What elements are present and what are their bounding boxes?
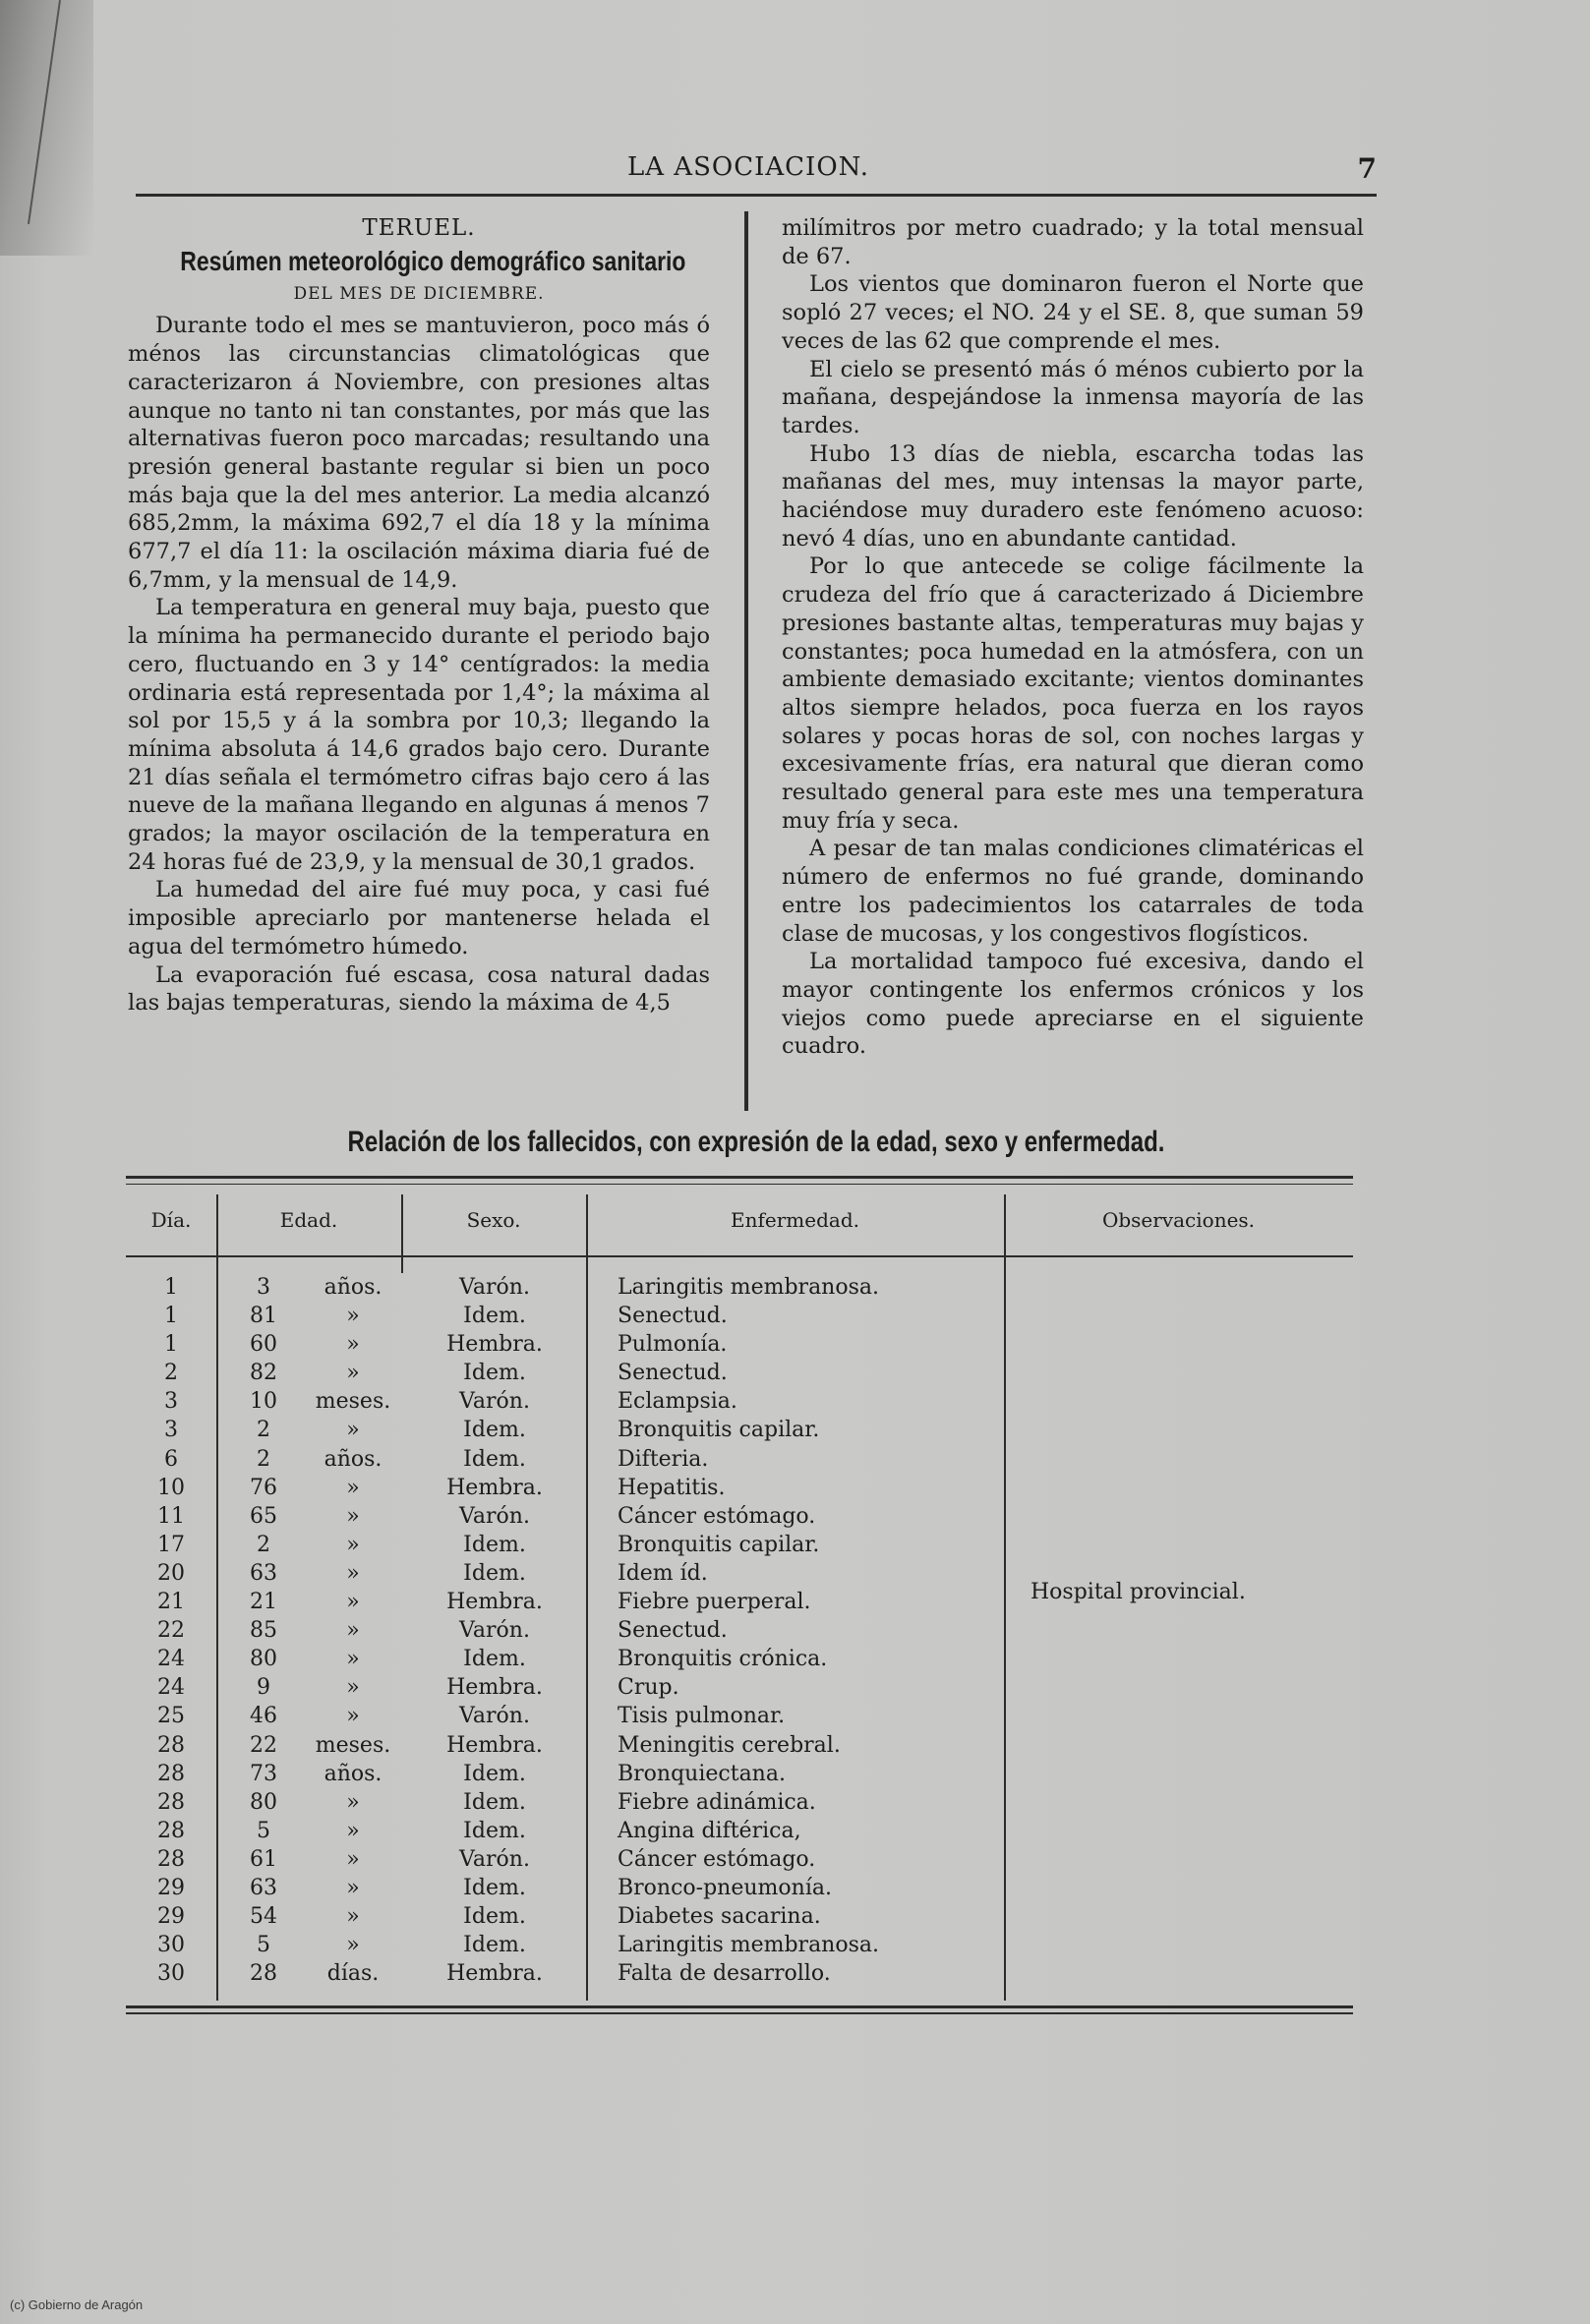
cell-sexo: Varón.: [459, 1275, 530, 1300]
cell-edad-unit: »: [346, 1846, 360, 1872]
cell-dia: 20: [157, 1560, 185, 1586]
cell-edad-num: 65: [250, 1503, 277, 1529]
cell-edad-num: 81: [250, 1304, 277, 1329]
column-rule: [586, 1194, 588, 1273]
cell-dia: 28: [157, 1818, 185, 1843]
cell-dia: 24: [157, 1675, 185, 1701]
cell-sexo: Hembra.: [446, 1961, 543, 1987]
cell-edad-num: 28: [250, 1961, 277, 1987]
cell-dia: 28: [157, 1846, 185, 1872]
cell-dia: 1: [164, 1332, 178, 1358]
running-title: LA ASOCIACION.: [627, 152, 869, 182]
cell-dia: 17: [157, 1532, 185, 1557]
header-underline: [126, 1255, 1353, 1257]
cell-enfermedad: Pulmonía.: [618, 1332, 728, 1358]
cell-edad-unit: »: [346, 1818, 360, 1843]
cell-dia: 30: [157, 1933, 185, 1958]
table-row: [126, 1616, 1353, 1645]
table-row: [126, 1959, 1353, 1988]
cell-sexo: Idem.: [463, 1304, 526, 1329]
cell-edad-unit: años.: [324, 1275, 383, 1300]
cell-edad-unit: »: [346, 1647, 360, 1672]
cell-edad-num: 46: [250, 1704, 277, 1729]
cell-edad-unit: »: [346, 1933, 360, 1958]
cell-edad-num: 5: [257, 1818, 270, 1843]
cell-edad-num: 10: [250, 1389, 277, 1415]
table-top-rule: [126, 1176, 1353, 1179]
cell-enfermedad: Meningitis cerebral.: [618, 1732, 841, 1758]
header-edad: Edad.: [279, 1208, 338, 1232]
cell-enfermedad: Hepatitis.: [618, 1475, 726, 1500]
cell-dia: 2: [164, 1361, 178, 1386]
cell-enfermedad: Fiebre puerperal.: [618, 1590, 811, 1615]
cell-enfermedad: Fiebre adinámica.: [618, 1789, 816, 1815]
table-row: [126, 1302, 1353, 1330]
cell-sexo: Idem.: [463, 1933, 526, 1958]
cell-sexo: Hembra.: [446, 1732, 543, 1758]
cell-edad-num: 73: [250, 1761, 277, 1786]
cell-edad-unit: »: [346, 1332, 360, 1358]
cell-edad-unit: »: [346, 1532, 360, 1557]
cell-edad-unit: »: [346, 1361, 360, 1386]
cell-sexo: Varón.: [459, 1618, 530, 1644]
right-column: [782, 214, 1364, 1061]
cell-sexo: Varón.: [459, 1389, 530, 1415]
cell-enfermedad: Tisis pulmonar.: [618, 1704, 786, 1729]
paragraph: La humedad del aire fué muy poca, y casi fué imposible apreciarlo por mantenerse helada el agua del termómetro húmedo.: [128, 877, 710, 959]
cell-dia: 28: [157, 1732, 185, 1758]
table-row: [126, 1416, 1353, 1444]
cell-enfermedad: Senectud.: [618, 1618, 728, 1644]
cell-enfermedad: Falta de desarrollo.: [618, 1961, 831, 1987]
paragraph: milímitros por metro cuadrado; y la total mensual de 67.: [782, 215, 1364, 269]
cell-edad-unit: meses.: [315, 1389, 391, 1415]
cell-dia: 1: [164, 1304, 178, 1329]
cell-edad-num: 80: [250, 1789, 277, 1815]
cell-edad-num: 22: [250, 1732, 277, 1758]
cell-edad-unit: »: [346, 1304, 360, 1329]
cell-sexo: Idem.: [463, 1818, 526, 1843]
cell-edad-num: 3: [257, 1275, 270, 1300]
cell-enfermedad: Senectud.: [618, 1304, 728, 1329]
table-row: [126, 1902, 1353, 1931]
table-row: [126, 1645, 1353, 1673]
page-fold-shadow: [0, 0, 93, 256]
cell-sexo: Hembra.: [446, 1332, 543, 1358]
cell-edad-unit: »: [346, 1875, 360, 1900]
table-row: [126, 1731, 1353, 1760]
copyright-credit: (c) Gobierno de Aragón: [10, 2297, 144, 2312]
cell-edad-num: 2: [257, 1532, 270, 1557]
article-subtitle: DEL MES DE DICIEMBRE.: [293, 283, 545, 304]
column-rule: [216, 1194, 218, 1273]
cell-edad-unit: »: [346, 1618, 360, 1644]
paragraph: Durante todo el mes se mantuvieron, poco más ó ménos las circunstancias climatológicas que caracterizaron á Noviembre, con presiones altas aunque no tanto ni tan constantes, por más que las alternativas fueron poco marcadas; resultando una presión general bastante regular si bien un poco más baja que la del mes anterior. La media alcanzó 685,2mm, la máxima 692,7 el día 18 y la mínima 677,7 el día 11: la oscilación máxima diaria fué de 6,7mm, y la mensual de 14,9.: [128, 313, 710, 593]
cell-sexo: Idem.: [463, 1446, 526, 1472]
table-row: [126, 1760, 1353, 1788]
table-title: Relación de los fallecidos, con expresión de la edad, sexo y enfermedad.: [347, 1126, 1165, 1158]
table-row: [126, 1788, 1353, 1817]
cell-enfermedad: Bronquitis crónica.: [618, 1647, 828, 1672]
table-row: [126, 1502, 1353, 1531]
cell-edad-num: 21: [250, 1590, 277, 1615]
cell-edad-num: 82: [250, 1361, 277, 1386]
cell-edad-num: 61: [250, 1846, 277, 1872]
column-divider: [744, 211, 748, 1111]
cell-dia: 10: [157, 1475, 185, 1500]
cell-edad-num: 5: [257, 1933, 270, 1958]
cell-edad-num: 76: [250, 1475, 277, 1500]
cell-sexo: Idem.: [463, 1875, 526, 1900]
paragraph: La temperatura en general muy baja, puesto que la mínima ha permanecido durante el periodo bajo cero, fluctuando en 3 y 14° centígrados: la media ordinaria está representada por 1,4°; la máxima al sol por 15,5 y á la sombra por 10,3; llegando la mínima absoluta á 14,6 grados bajo cero. Durante 21 días señala el termómetro cifras bajo cero á las nueve de la mañana llegando en algunas á menos 7 grados; la mayor oscilación de la temperatura en 24 horas fué de 23,9, y la mensual de 30,1 grados.: [128, 595, 710, 875]
cell-edad-num: 2: [257, 1446, 270, 1472]
cell-enfermedad: Laringitis membranosa.: [618, 1275, 879, 1300]
cell-dia: 28: [157, 1761, 185, 1786]
table-row: [126, 1531, 1353, 1559]
cell-dia: 11: [157, 1503, 185, 1529]
cell-edad-num: 54: [250, 1904, 277, 1930]
cell-sexo: Idem.: [463, 1532, 526, 1557]
cell-dia: 22: [157, 1618, 185, 1644]
header-rule: [136, 194, 1377, 197]
cell-enfermedad: Crup.: [618, 1675, 679, 1701]
cell-enfermedad: Bronquiectana.: [618, 1761, 786, 1786]
cell-enfermedad: Difteria.: [618, 1446, 709, 1472]
cell-edad-unit: »: [346, 1560, 360, 1586]
paragraph: La evaporación fué escasa, cosa natural dadas las bajas temperaturas, siendo la máxima de 4,5: [128, 961, 710, 1017]
cell-edad-unit: »: [346, 1503, 360, 1529]
cell-sexo: Idem.: [463, 1418, 526, 1443]
cell-sexo: Idem.: [463, 1647, 526, 1672]
cell-enfermedad: Diabetes sacarina.: [618, 1904, 821, 1930]
paragraph: El cielo se presentó más ó ménos cubierto por la mañana, despejándose la inmensa mayoría de las tardes.: [782, 356, 1364, 438]
cell-enfermedad: Angina diftérica,: [618, 1818, 801, 1843]
paragraph: La mortalidad tampoco fué excesiva, dando el mayor contingente los enfermos crónicos y los viejos como puede apreciarse en el siguiente cuadro.: [782, 949, 1364, 1060]
table-row: [126, 1845, 1353, 1874]
table-row: [126, 1931, 1353, 1959]
table-row: [126, 1330, 1353, 1359]
cell-enfermedad: Bronco-pneumonía.: [618, 1875, 832, 1900]
paragraph: A pesar de tan malas condiciones climatéricas el número de enfermos no fué grande, dominando entre los padecimientos los catarrales de toda clase de mucosas, y los congestivos flogísticos.: [782, 836, 1364, 947]
table-row: [126, 1273, 1353, 1302]
cell-sexo: Hembra.: [446, 1590, 543, 1615]
paragraph: Los vientos que dominaron fueron el Norte que sopló 27 veces; el NO. 24 y el SE. 8, que suman 59 veces de las 62 que comprende el mes.: [782, 271, 1364, 354]
column-rule: [1004, 1194, 1006, 1273]
table-row: [126, 1702, 1353, 1730]
cell-sexo: Hembra.: [446, 1475, 543, 1500]
cell-dia: 29: [157, 1904, 185, 1930]
cell-enfermedad: Laringitis membranosa.: [618, 1933, 879, 1958]
table-row: [126, 1387, 1353, 1416]
page-number: 7: [1357, 152, 1377, 185]
cell-sexo: Idem.: [463, 1789, 526, 1815]
cell-edad-unit: años.: [324, 1761, 383, 1786]
table-row: [126, 1445, 1353, 1474]
column-rule: [401, 1194, 403, 1273]
cell-edad-unit: años.: [324, 1446, 383, 1472]
cell-sexo: Idem.: [463, 1904, 526, 1930]
table-body: [126, 1273, 1353, 1988]
cell-edad-num: 85: [250, 1618, 277, 1644]
cell-enfermedad: Eclampsia.: [618, 1389, 737, 1415]
cell-dia: 24: [157, 1647, 185, 1672]
cell-edad-num: 80: [250, 1647, 277, 1672]
header-observaciones: Observaciones.: [1101, 1208, 1256, 1232]
table-bottom-rule-thin: [126, 2012, 1353, 2014]
cell-enfermedad: Cáncer estómago.: [618, 1846, 816, 1872]
deaths-table: [126, 1194, 1353, 2010]
cell-sexo: Varón.: [459, 1846, 530, 1872]
cell-edad-num: 63: [250, 1875, 277, 1900]
cell-edad-unit: »: [346, 1475, 360, 1500]
cell-sexo: Idem.: [463, 1361, 526, 1386]
cell-edad-unit: »: [346, 1904, 360, 1930]
running-header: [136, 152, 1377, 192]
article-title: Resúmen meteorológico demográfico sanitario: [180, 245, 686, 276]
table-bottom-rule: [126, 2005, 1353, 2008]
table-row: [126, 1359, 1353, 1387]
cell-edad-unit: »: [346, 1675, 360, 1701]
cell-edad-unit: días.: [326, 1961, 380, 1987]
left-column: [128, 214, 710, 1017]
cell-edad-num: 2: [257, 1418, 270, 1443]
cell-edad-unit: »: [346, 1704, 360, 1729]
cell-dia: 3: [164, 1389, 178, 1415]
cell-edad-num: 60: [250, 1332, 277, 1358]
cell-dia: 30: [157, 1961, 185, 1987]
cell-enfermedad: Idem íd.: [618, 1560, 708, 1586]
paragraph: Por lo que antecede se colige fácilmente la crudeza del frío que á caracterizado á Diciembre presiones bastante altas, temperaturas muy bajas y constantes; poca humedad en la atmósfera, con un ambiente demasiado excitante; vientos dominantes altos siempre helados, poca fuerza en los rayos solares y pocas horas de sol, con noches largas y excesivamente frías, era natural que dieran como resultado general para este mes una temperatura muy fría y seca.: [782, 553, 1364, 834]
cell-dia: 28: [157, 1789, 185, 1815]
cell-edad-unit: »: [346, 1789, 360, 1815]
table-row: [126, 1817, 1353, 1845]
cell-sexo: Hembra.: [446, 1675, 543, 1701]
paragraph: Hubo 13 días de niebla, escarcha todas las mañanas del mes, muy intensas la mayor parte, haciéndose muy duradero este fenómeno acuoso: nevó 4 días, uno en abundante cantidad.: [782, 440, 1364, 552]
cell-enfermedad: Bronquitis capilar.: [618, 1418, 820, 1443]
cell-enfermedad: Senectud.: [618, 1361, 728, 1386]
observation-text: Hospital provincial.: [1031, 1580, 1246, 1604]
cell-sexo: Varón.: [459, 1704, 530, 1729]
cell-enfermedad: Cáncer estómago.: [618, 1503, 816, 1529]
cell-dia: 29: [157, 1875, 185, 1900]
cell-sexo: Varón.: [459, 1503, 530, 1529]
cell-sexo: Idem.: [463, 1761, 526, 1786]
cell-edad-num: 63: [250, 1560, 277, 1586]
header-sexo: Sexo.: [466, 1208, 521, 1232]
cell-edad-unit: meses.: [315, 1732, 391, 1758]
cell-dia: 25: [157, 1704, 185, 1729]
cell-dia: 6: [164, 1446, 178, 1472]
cell-dia: 3: [164, 1418, 178, 1443]
cell-edad-num: 9: [257, 1675, 270, 1701]
table-top-rule-thin: [126, 1184, 1353, 1185]
cell-sexo: Idem.: [463, 1560, 526, 1586]
article-place: TERUEL.: [362, 215, 476, 241]
cell-dia: 1: [164, 1275, 178, 1300]
header-dia: Día.: [150, 1208, 192, 1232]
cell-edad-unit: »: [346, 1590, 360, 1615]
table-row: [126, 1673, 1353, 1702]
cell-edad-unit: »: [346, 1418, 360, 1443]
cell-dia: 21: [157, 1590, 185, 1615]
cell-enfermedad: Bronquitis capilar.: [618, 1532, 820, 1557]
table-row: [126, 1474, 1353, 1502]
table-row: [126, 1874, 1353, 1902]
header-enfermedad: Enfermedad.: [731, 1208, 859, 1232]
